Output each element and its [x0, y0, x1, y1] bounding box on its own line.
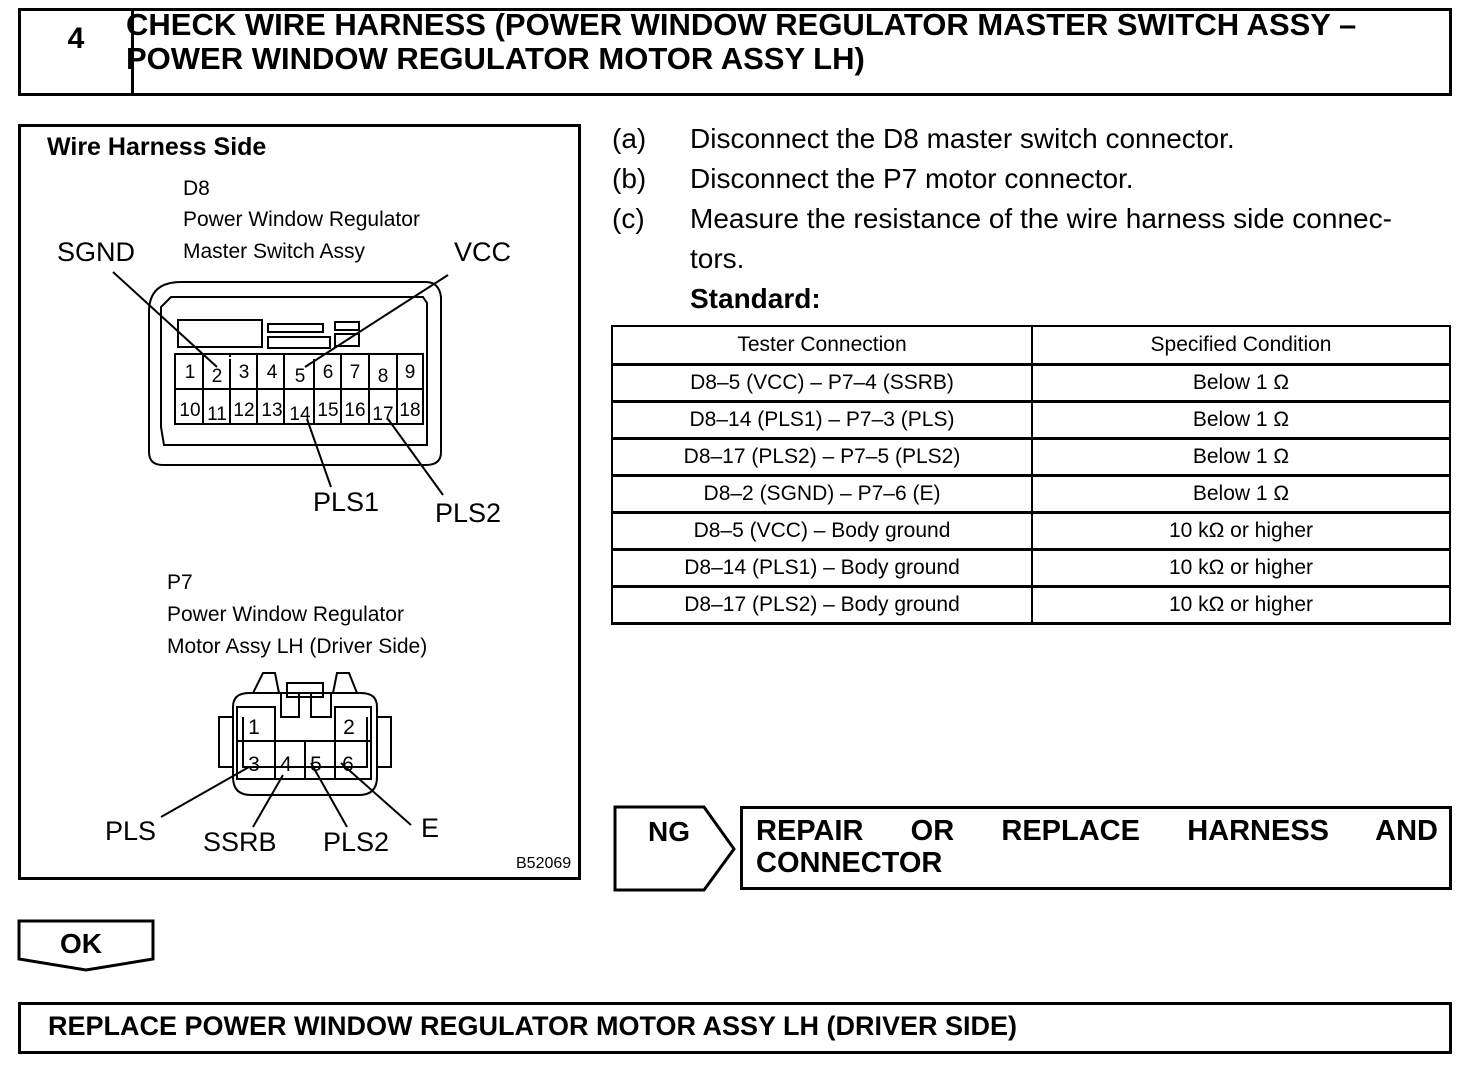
ok-label: OK — [60, 928, 102, 959]
ng-action-text: REPAIR OR REPLACE HARNESS AND CONNECTOR — [756, 815, 1438, 879]
final-action-text: REPLACE POWER WINDOW REGULATOR MOTOR ASSY LH (DRIVER SIDE) — [48, 1011, 1018, 1041]
table-row — [612, 439, 1450, 476]
d8-pin: 7 — [349, 362, 361, 383]
cell-condition: Below 1 Ω — [1032, 365, 1450, 402]
cell-connection: D8–5 (VCC) – P7–4 (SSRB) — [612, 365, 1032, 402]
p7-pin: 4 — [280, 753, 292, 776]
d8-pin: 5 — [294, 366, 306, 387]
d8-pin: 2 — [211, 366, 223, 387]
pls2-p7-label: PLS2 — [323, 827, 390, 857]
d8-pin: 10 — [179, 400, 201, 421]
p7-name-line1: Power Window Regulator — [167, 603, 404, 626]
d8-pin: 16 — [344, 400, 366, 421]
cell-connection: D8–14 (PLS1) – Body ground — [612, 550, 1032, 587]
step-b-letter: (b) — [612, 163, 647, 194]
step-b — [612, 164, 1452, 196]
p7-name-line2: Motor Assy LH (Driver Side) — [167, 635, 428, 658]
ssrb-leader — [253, 775, 283, 827]
cell-connection: D8–17 (PLS2) – Body ground — [612, 587, 1032, 624]
step-title: CHECK WIRE HARNESS (POWER WINDOW REGULATOR MASTER SWITCH ASSY – POWER WINDOW REGULATOR MOTOR ASSY LH) — [126, 7, 1357, 76]
cell-connection: D8–17 (PLS2) – P7–5 (PLS2) — [612, 439, 1032, 476]
d8-pin: 4 — [266, 362, 278, 383]
d8-code: D8 — [183, 177, 210, 200]
cell-condition: 10 kΩ or higher — [1032, 513, 1450, 550]
header-tester-connection: Tester Connection — [612, 326, 1032, 365]
figure-code: B52069 — [516, 855, 572, 872]
d8-pin: 12 — [233, 400, 255, 421]
pls1-label: PLS1 — [313, 487, 380, 517]
p7-code: P7 — [167, 571, 193, 594]
pls2-label: PLS2 — [435, 498, 502, 528]
step-c — [612, 204, 1452, 236]
table-row — [612, 513, 1450, 550]
pls1-leader — [307, 419, 331, 487]
step-c-text-cont: tors. — [690, 243, 745, 274]
cell-condition: 10 kΩ or higher — [1032, 587, 1450, 624]
d8-pin: 6 — [322, 362, 334, 383]
d8-name-line2: Master Switch Assy — [183, 240, 366, 263]
vcc-label: VCC — [454, 237, 512, 267]
pls-leader — [161, 767, 249, 817]
p7-pin: 6 — [342, 753, 354, 776]
cell-condition: Below 1 Ω — [1032, 402, 1450, 439]
header-specified-condition: Specified Condition — [1032, 326, 1450, 365]
d8-pin: 14 — [289, 404, 311, 425]
cell-connection: D8–14 (PLS1) – P7–3 (PLS) — [612, 402, 1032, 439]
table-row — [612, 550, 1450, 587]
step-a — [612, 124, 1452, 156]
p7-pin: 5 — [310, 753, 322, 776]
ng-label: NG — [648, 816, 690, 847]
step-a-text: Disconnect the D8 master switch connector. — [690, 123, 1235, 154]
e-label: E — [421, 813, 440, 843]
cell-connection: D8–2 (SGND) – P7–6 (E) — [612, 476, 1032, 513]
table-row — [612, 402, 1450, 439]
d8-pin: 17 — [372, 404, 394, 425]
ssrb-label: SSRB — [203, 827, 277, 857]
p7-pin: 1 — [248, 716, 260, 739]
cell-connection: D8–5 (VCC) – Body ground — [612, 513, 1032, 550]
connector-diagram — [18, 124, 581, 880]
d8-pin: 18 — [399, 400, 421, 421]
table-header-row — [612, 326, 1450, 365]
sgnd-label: SGND — [57, 237, 136, 267]
diagram-title: Wire Harness Side — [47, 133, 267, 161]
d8-name-line1: Power Window Regulator — [183, 208, 420, 231]
table-row — [612, 476, 1450, 513]
spec-table — [611, 325, 1451, 625]
table-row — [612, 587, 1450, 624]
cell-condition: 10 kΩ or higher — [1032, 550, 1450, 587]
d8-pin: 9 — [404, 362, 416, 383]
table-row — [612, 365, 1450, 402]
p7-pin: 3 — [248, 753, 260, 776]
d8-pin: 3 — [238, 362, 250, 383]
d8-pin: 1 — [184, 362, 196, 383]
d8-pin: 11 — [207, 404, 227, 425]
d8-pin: 8 — [377, 366, 389, 387]
d8-pin: 15 — [317, 400, 339, 421]
pls2-leader — [388, 419, 443, 495]
cell-condition: Below 1 Ω — [1032, 439, 1450, 476]
step-a-letter: (a) — [612, 123, 647, 154]
cell-condition: Below 1 Ω — [1032, 476, 1450, 513]
step-c-letter: (c) — [612, 203, 645, 234]
pls-label: PLS — [105, 816, 157, 846]
d8-pin: 13 — [261, 400, 283, 421]
step-c-text: Measure the resistance of the wire harness side connec- — [690, 203, 1392, 234]
p7-pin: 2 — [343, 716, 355, 739]
step-b-text: Disconnect the P7 motor connector. — [690, 163, 1134, 194]
standard-label: Standard: — [690, 283, 821, 314]
step-number: 4 — [21, 11, 134, 93]
